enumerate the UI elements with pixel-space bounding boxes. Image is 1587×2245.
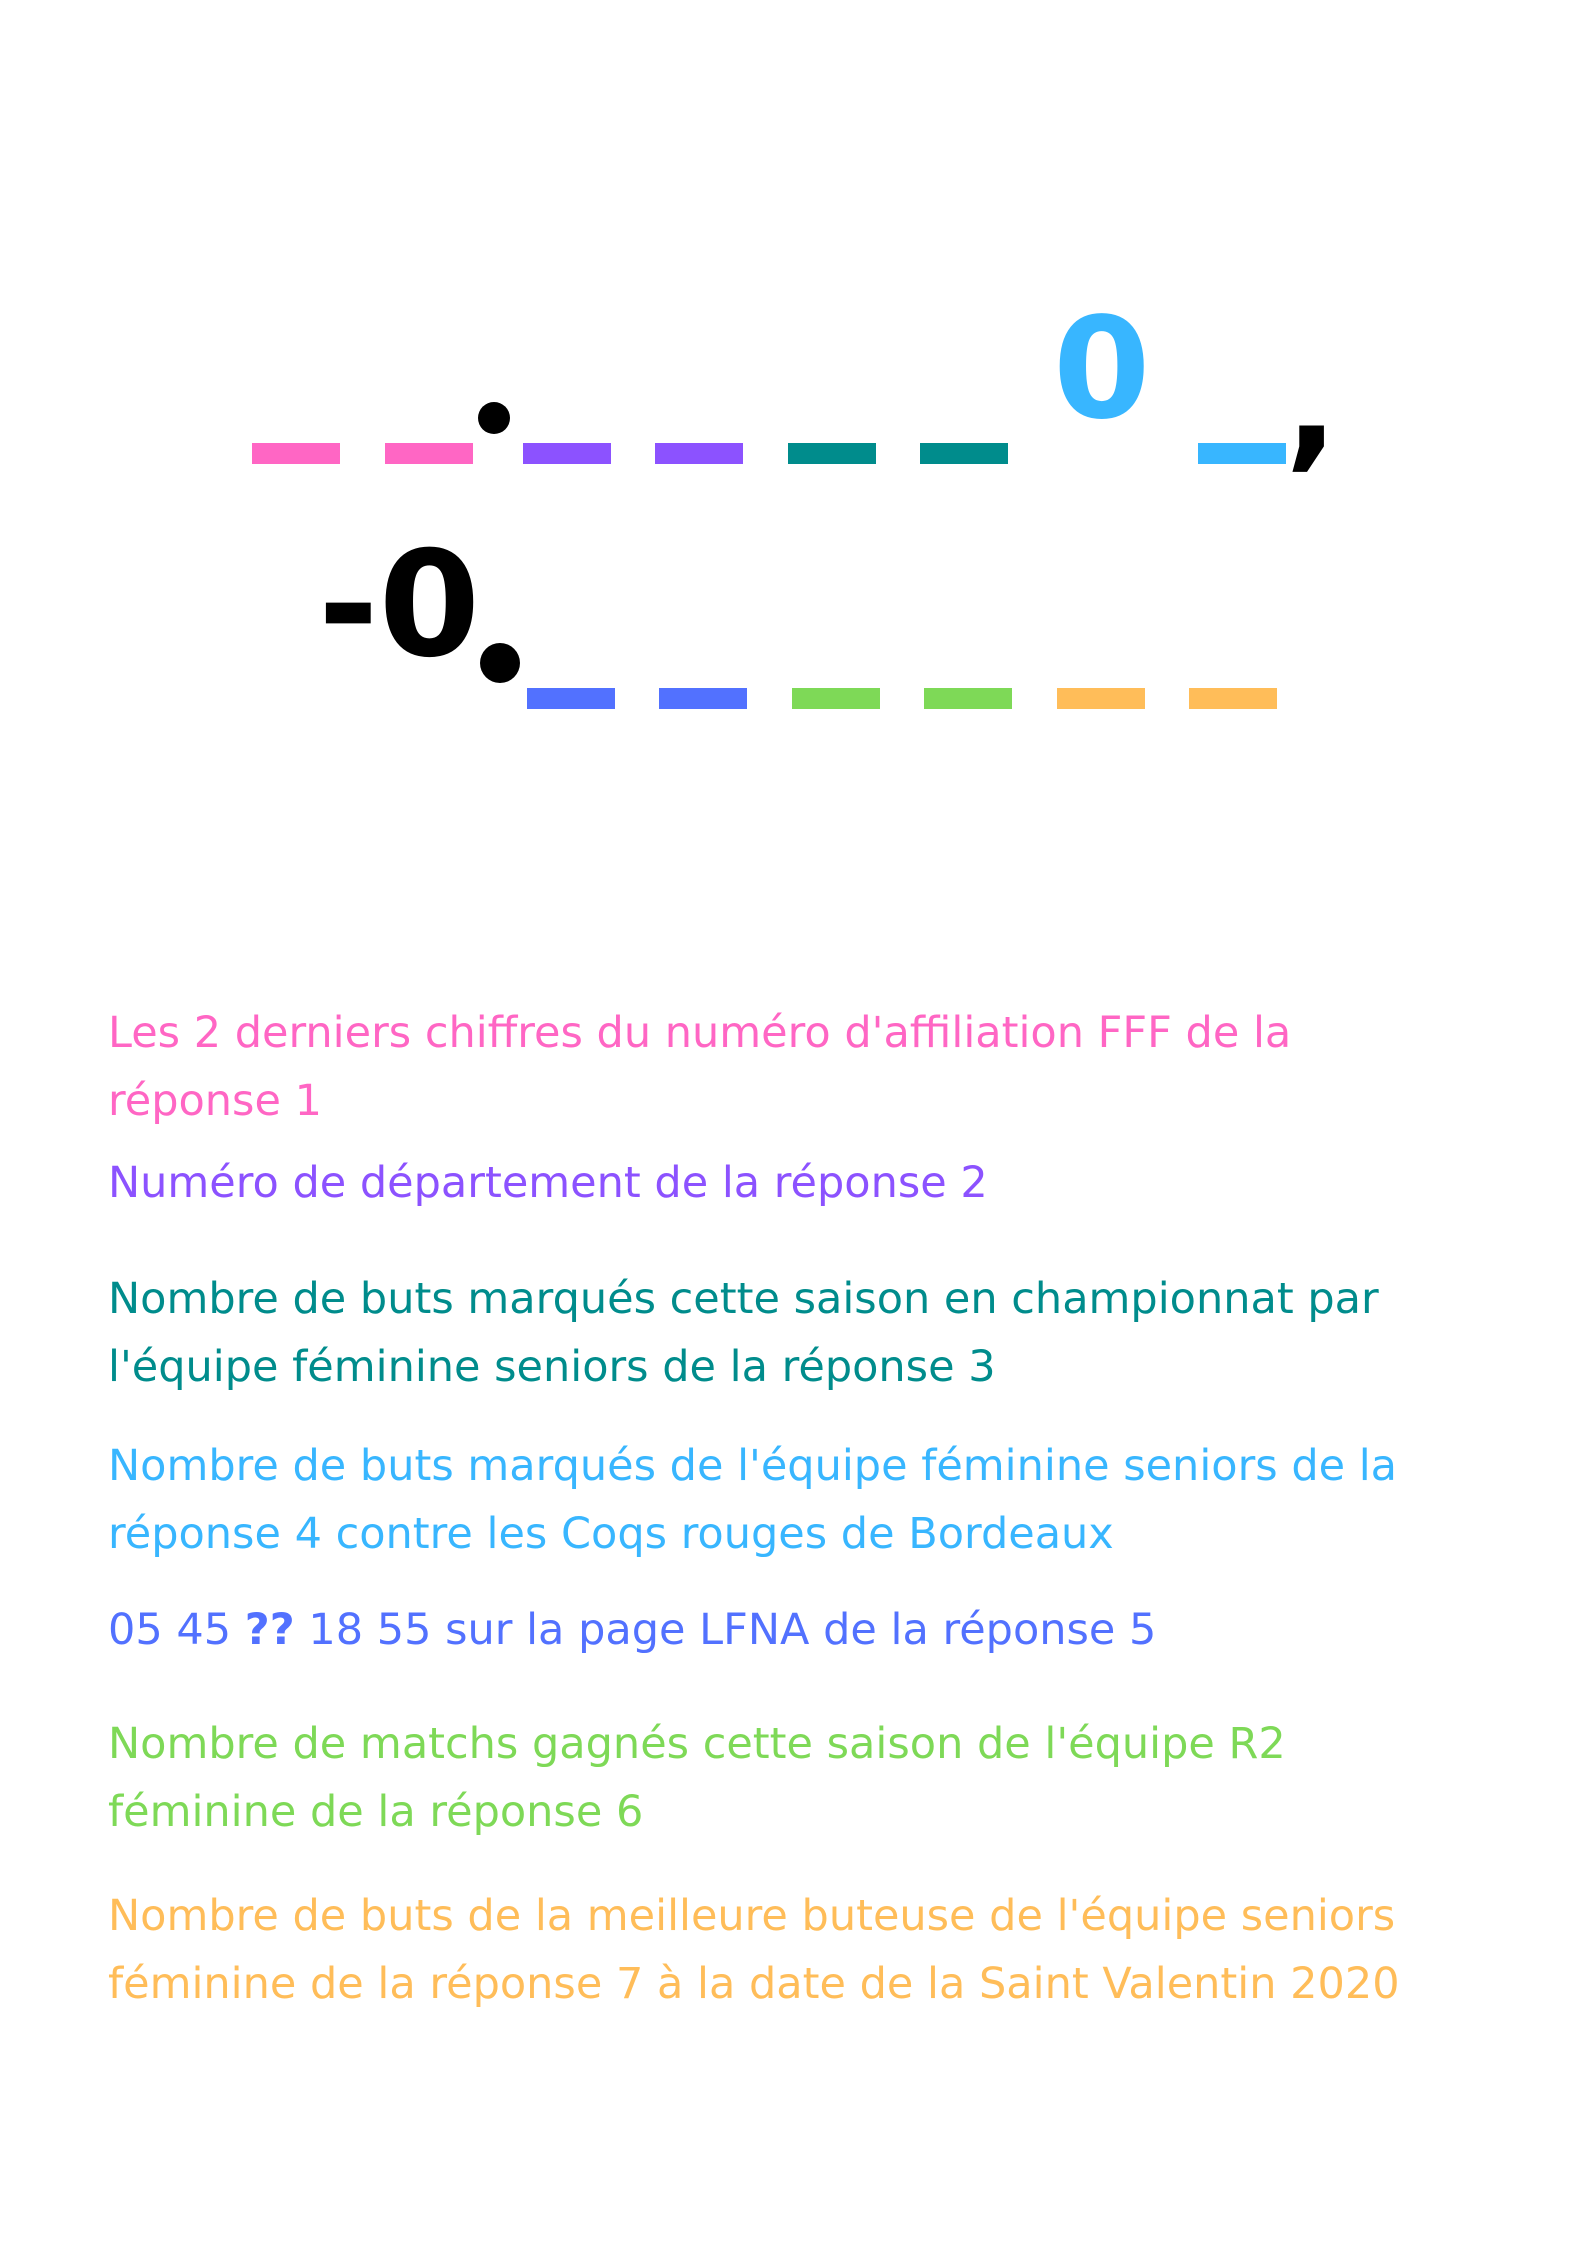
trailing-comma: ,: [1285, 323, 1339, 486]
clue-2: [108, 1149, 1508, 1217]
clue-7-line-1: Nombre de buts de la meilleure buteuse de l'équipe seniors: [108, 1891, 1396, 1941]
blank-pink-2[interactable]: [385, 443, 473, 464]
clue-3: [108, 1265, 1508, 1401]
clue-2-line-1: Numéro de département de la réponse 2: [108, 1158, 988, 1208]
clue-4: [108, 1432, 1508, 1568]
blank-blue-2[interactable]: [659, 688, 747, 709]
clue-6: [108, 1710, 1508, 1846]
clue-7-line-2: féminine de la réponse 7 à la date de la Saint Valentin 2020: [108, 1959, 1400, 2009]
clue-4-line-1: Nombre de buts marqués de l'équipe féminine seniors de la: [108, 1441, 1398, 1491]
clue-6-line-1: Nombre de matchs gagnés cette saison de l'équipe R2: [108, 1719, 1286, 1769]
blank-orange-2[interactable]: [1189, 688, 1277, 709]
blank-pink-1[interactable]: [252, 443, 340, 464]
clue-5-after: 18 55 sur la page LFNA de la réponse 5: [294, 1605, 1157, 1655]
blank-blue-1[interactable]: [527, 688, 615, 709]
clue-1: [108, 999, 1508, 1135]
clue-1-line-1: Les 2 derniers chiffres du numéro d'affiliation FFF de la: [108, 1008, 1292, 1058]
clue-5: [108, 1596, 1508, 1664]
clue-4-line-2: réponse 4 contre les Coqs rouges de Bordeaux: [108, 1509, 1114, 1559]
blank-purple-2[interactable]: [655, 443, 743, 464]
blank-teal-1[interactable]: [788, 443, 876, 464]
clue-6-line-2: féminine de la réponse 6: [108, 1787, 644, 1837]
blank-teal-2[interactable]: [920, 443, 1008, 464]
blank-orange-1[interactable]: [1057, 688, 1145, 709]
blank-green-1[interactable]: [792, 688, 880, 709]
blank-purple-1[interactable]: [523, 443, 611, 464]
line-2-prefix: -0: [318, 520, 481, 690]
clue-1-line-2: réponse 1: [108, 1076, 322, 1126]
clue-5-before: 05 45: [108, 1605, 245, 1655]
decimal-point-1: [478, 402, 510, 434]
blank-green-2[interactable]: [924, 688, 1012, 709]
given-digit-zero: 0: [1053, 288, 1151, 451]
clue-3-line-2: l'équipe féminine seniors de la réponse 3: [108, 1342, 996, 1392]
clue-7: [108, 1882, 1508, 2018]
clue-5-missing-digits: ??: [244, 1605, 295, 1655]
decimal-point-2: [480, 643, 520, 683]
blank-sky-1[interactable]: [1198, 443, 1286, 464]
clue-3-line-1: Nombre de buts marqués cette saison en championnat par: [108, 1274, 1379, 1324]
